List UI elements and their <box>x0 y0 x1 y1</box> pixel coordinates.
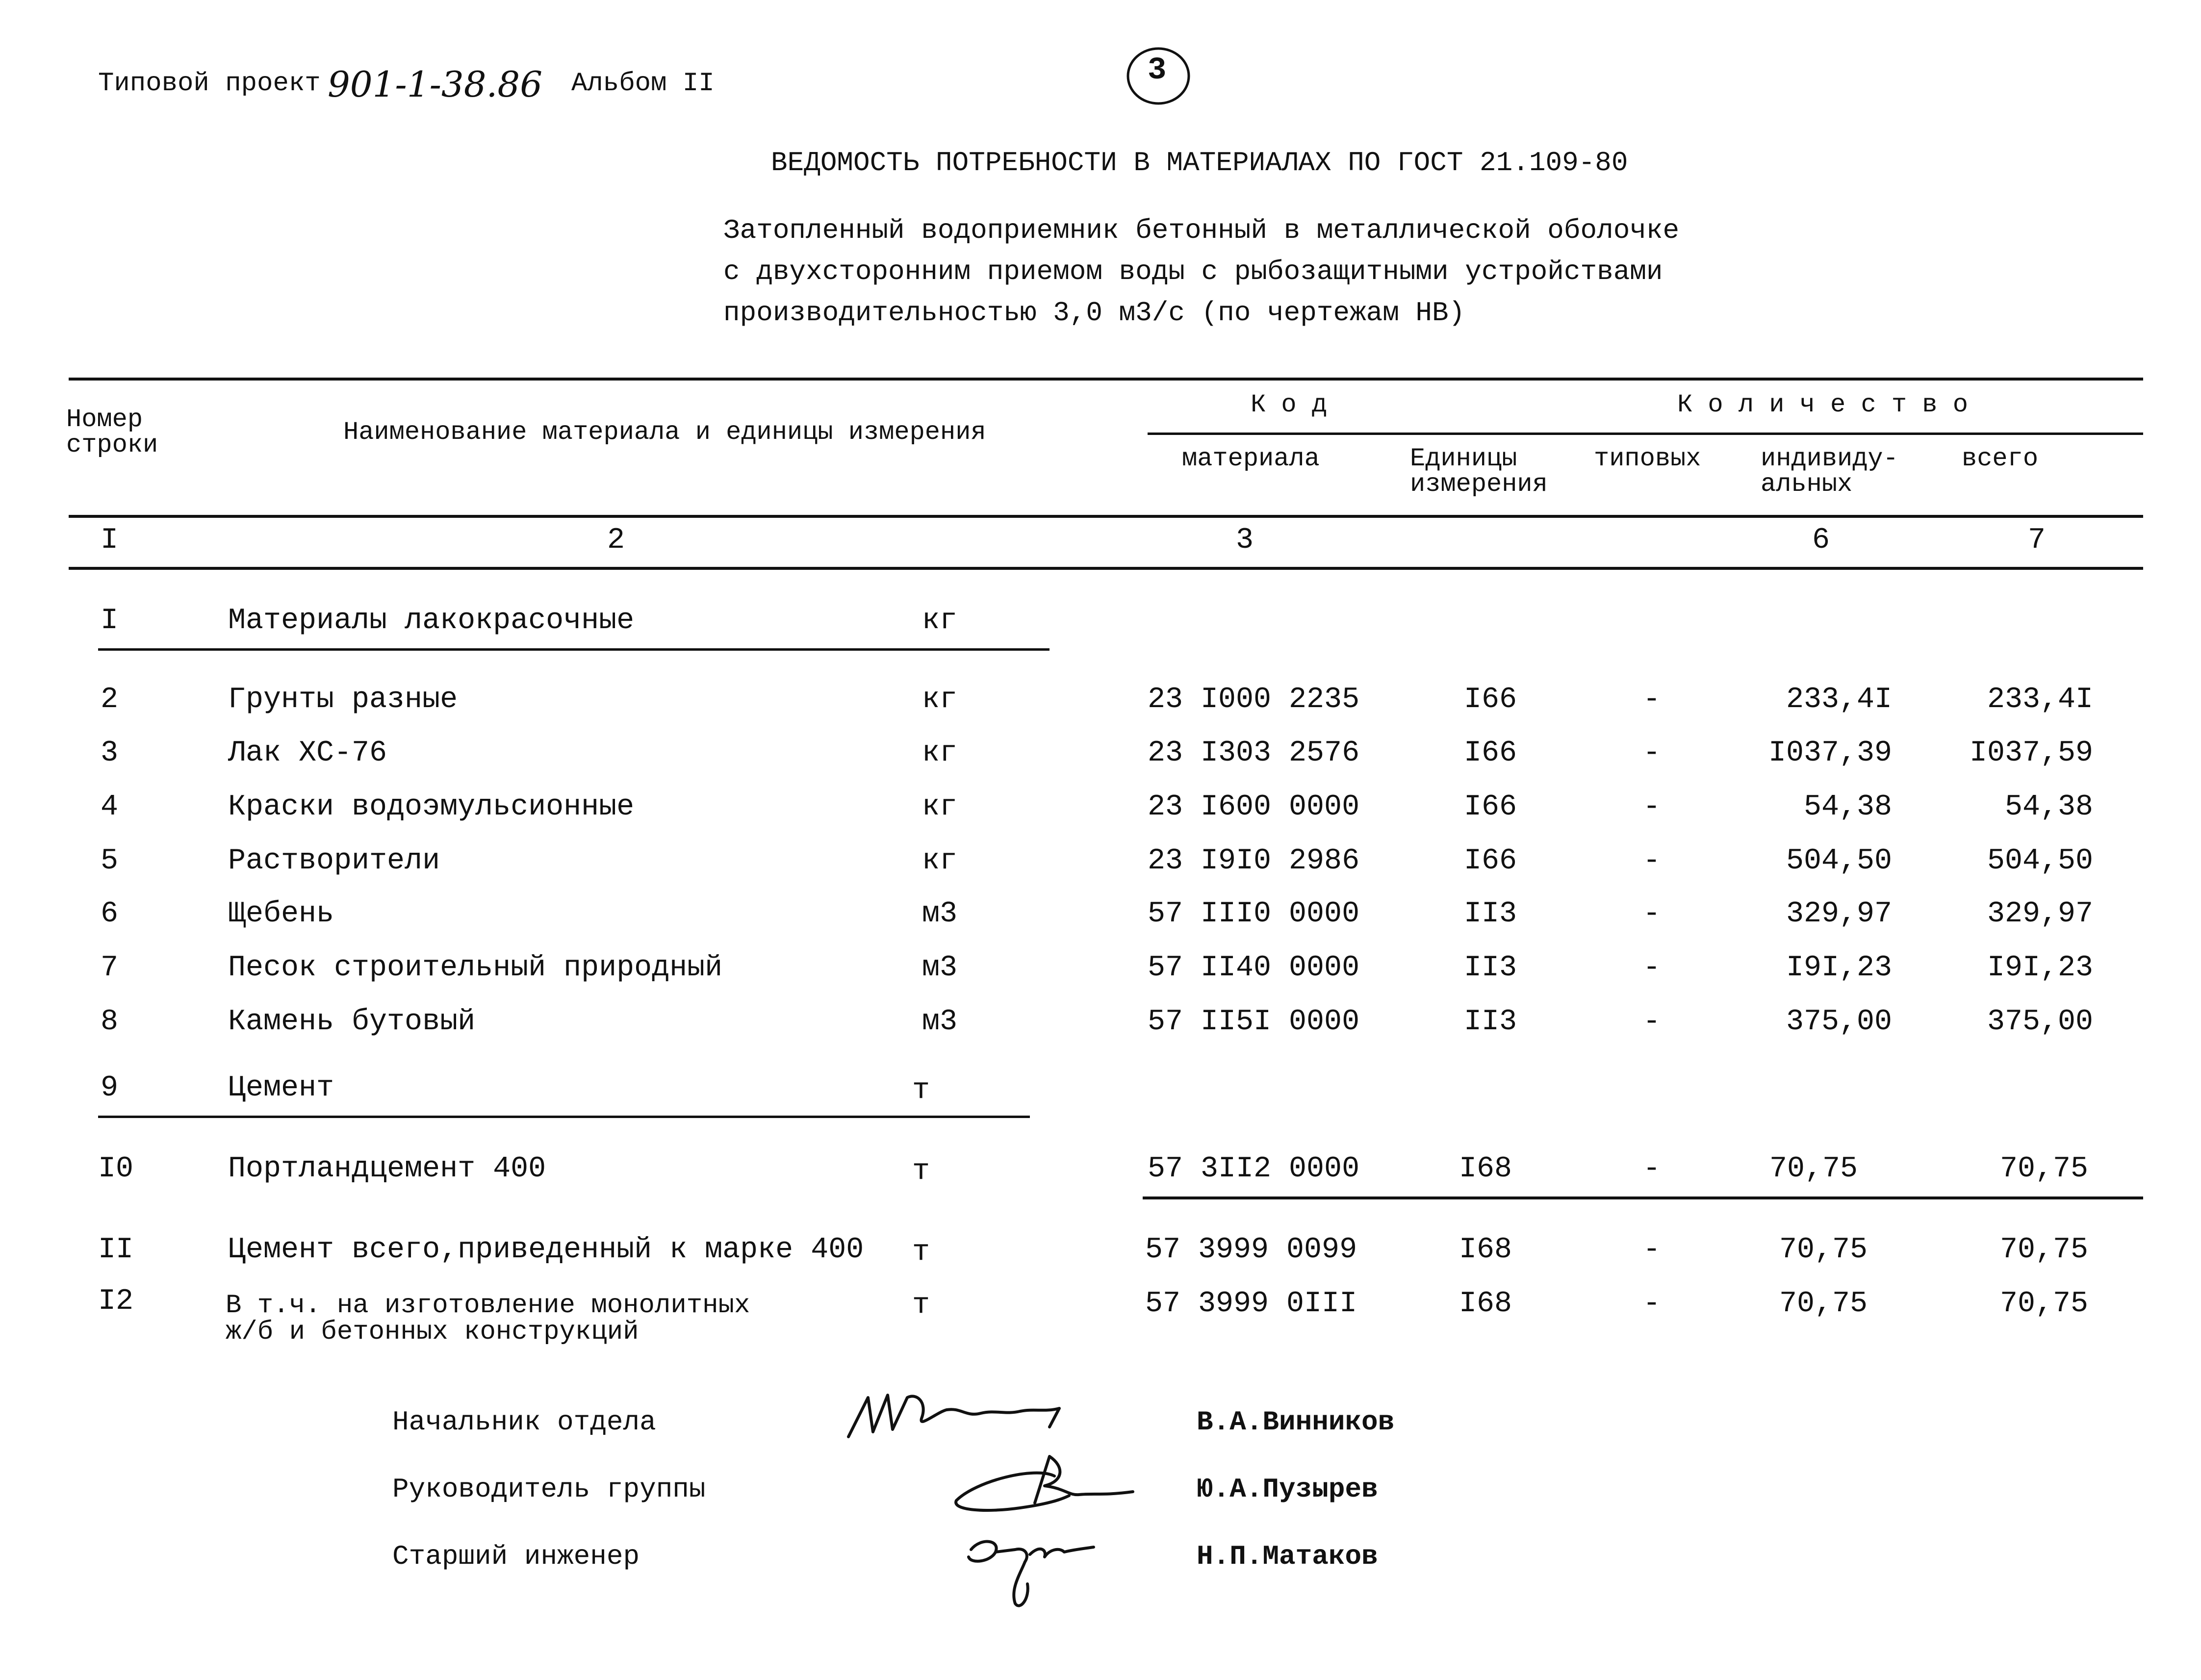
row-typical: - <box>1643 737 1661 770</box>
row-name: Цемент всего,приведенный к марке 400 <box>228 1233 864 1267</box>
row-name: В т.ч. на изготовление монолитных ж/б и бетонных конструкций <box>226 1291 750 1347</box>
row-units-code: II3 <box>1464 951 1517 985</box>
row-no: 6 <box>101 897 119 931</box>
row-individual: 504,50 <box>1786 844 1892 878</box>
row-total: 54,38 <box>2004 790 2093 824</box>
col-number-6: 6 <box>1812 524 1830 557</box>
subtitle-line-2: с двухсторонним приемом воды с рыбозащитными устройствами <box>723 256 1663 287</box>
col-number-2: 2 <box>607 524 625 557</box>
row-total: 233,4I <box>1987 683 2093 716</box>
row-unit: т <box>912 1074 930 1107</box>
header-kod: К о д <box>1251 390 1328 419</box>
header-individual: индивиду- альных <box>1761 444 1898 499</box>
table-top-rule <box>69 378 2143 381</box>
row-no: 9 <box>101 1071 119 1105</box>
row-no: 3 <box>101 737 119 770</box>
project-number: 901-1-38.86 <box>328 64 543 105</box>
row-typical: - <box>1643 683 1661 716</box>
row-typical: - <box>1643 897 1661 931</box>
row-individual: 233,4I <box>1786 683 1892 716</box>
row-unit: кг <box>922 737 958 770</box>
row-unit: м3 <box>922 951 958 985</box>
header-typical: типовых <box>1594 444 1701 473</box>
row-individual: I037,39 <box>1768 737 1892 770</box>
row-no: I <box>101 604 119 637</box>
row-no: 5 <box>101 844 119 878</box>
row-code: 57 II40 0000 <box>1148 951 1360 985</box>
row-no: 2 <box>101 683 119 716</box>
row-individual: 375,00 <box>1786 1005 1892 1039</box>
row-individual: 70,75 <box>1779 1233 1868 1267</box>
row-units-code: I68 <box>1459 1287 1512 1321</box>
row-code: 57 III0 0000 <box>1148 897 1360 931</box>
row-code: 57 3999 0099 <box>1145 1233 1357 1267</box>
row-unit: м3 <box>922 1005 958 1039</box>
row-name: Лак ХС-76 <box>228 737 387 770</box>
signature-role: Начальник отдела <box>392 1406 656 1438</box>
col-number-7: 7 <box>2028 524 2046 557</box>
row-name: Камень бутовый <box>228 1005 476 1039</box>
row-code: 23 I000 2235 <box>1148 683 1360 716</box>
row-name: Растворители <box>228 844 440 878</box>
row-unit: кг <box>922 790 958 824</box>
row-units-code: I66 <box>1464 737 1517 770</box>
handwritten-signature-1 <box>844 1383 1079 1447</box>
row-total: 329,97 <box>1987 897 2093 931</box>
row-unit: т <box>912 1236 930 1269</box>
signature-role: Руководитель группы <box>392 1474 706 1505</box>
colnum-bottom-rule <box>69 567 2143 570</box>
row-typical: - <box>1643 790 1661 824</box>
row-code: 57 3999 0III <box>1145 1287 1357 1321</box>
handwritten-signature-3 <box>961 1525 1108 1613</box>
row-total: 70,75 <box>1999 1152 2088 1186</box>
row-name: Грунты разные <box>228 683 458 716</box>
row-underline <box>98 1116 1030 1118</box>
row-no: II <box>98 1233 134 1267</box>
row-individual: 70,75 <box>1769 1152 1858 1186</box>
row-code: 23 I303 2576 <box>1148 737 1360 770</box>
header-units: Единицы измерения <box>1410 444 1548 499</box>
album-label: Альбом II <box>571 69 715 99</box>
row-no: 7 <box>101 951 119 985</box>
row-individual: 329,97 <box>1786 897 1892 931</box>
row-units-code: I66 <box>1464 683 1517 716</box>
page-number: 3 <box>1148 53 1167 88</box>
row-typical: - <box>1643 1287 1661 1321</box>
row-unit: кг <box>922 683 958 716</box>
row-units-code: I66 <box>1464 790 1517 824</box>
row-total: 70,75 <box>1999 1287 2088 1321</box>
page-title: ВЕДОМОСТЬ ПОТРЕБНОСТИ В МАТЕРИАЛАХ ПО ГОСТ 21.109-80 <box>771 147 1628 178</box>
row-unit: т <box>912 1289 930 1322</box>
col-number-3: 3 <box>1236 524 1254 557</box>
subtitle-line-1: Затопленный водоприемник бетонный в металлической оболочке <box>723 215 1680 246</box>
header-mid-rule <box>1148 433 2143 435</box>
signature-name: В.А.Винников <box>1197 1406 1395 1438</box>
header-row-no: Номер строки <box>66 405 158 459</box>
row-code: 57 II5I 0000 <box>1148 1005 1360 1039</box>
header-kolichestvo: К о л и ч е с т в о <box>1677 390 1968 419</box>
row-units-code: II3 <box>1464 1005 1517 1039</box>
row-unit: м3 <box>922 897 958 931</box>
row-no: I0 <box>98 1152 134 1186</box>
row-total: 504,50 <box>1987 844 2093 878</box>
row-name: Песок строительный природный <box>228 951 723 985</box>
subtitle-line-3: производительностью 3,0 м3/с (по чертежам НВ) <box>723 297 1465 329</box>
project-label: Типовой проект <box>98 69 321 99</box>
row-code: 23 I600 0000 <box>1148 790 1360 824</box>
row-name: Портландцемент 400 <box>228 1152 546 1186</box>
col-number-1: I <box>101 524 119 557</box>
row-total: I037,59 <box>1969 737 2093 770</box>
handwritten-signature-2 <box>947 1447 1152 1520</box>
row-units-code: II3 <box>1464 897 1517 931</box>
row-individual: 70,75 <box>1779 1287 1868 1321</box>
row-typical: - <box>1643 1152 1661 1186</box>
subtotal-rule <box>1143 1196 2143 1199</box>
row-units-code: I68 <box>1459 1152 1512 1186</box>
row-individual: I9I,23 <box>1786 951 1892 985</box>
row-typical: - <box>1643 1005 1661 1039</box>
header-material: материала <box>1182 444 1320 473</box>
row-name: Щебень <box>228 897 334 931</box>
row-no: I2 <box>98 1285 134 1318</box>
row-unit: кг <box>922 604 958 637</box>
header-bottom-rule <box>69 515 2143 518</box>
row-units-code: I68 <box>1459 1233 1512 1267</box>
row-typical: - <box>1643 1233 1661 1267</box>
row-no: 8 <box>101 1005 119 1039</box>
header-total: всего <box>1962 444 2039 473</box>
row-name: Краски водоэмульсионные <box>228 790 635 824</box>
row-typical: - <box>1643 844 1661 878</box>
row-no: 4 <box>101 790 119 824</box>
row-individual: 54,38 <box>1803 790 1892 824</box>
row-typical: - <box>1643 951 1661 985</box>
signature-role: Старший инженер <box>392 1541 640 1572</box>
header-name: Наименование материала и единицы измерения <box>343 418 986 447</box>
signature-name: Ю.А.Пузырев <box>1197 1474 1378 1505</box>
row-total: 375,00 <box>1987 1005 2093 1039</box>
row-unit: т <box>912 1155 930 1188</box>
row-underline <box>98 648 1049 651</box>
row-code: 57 3II2 0000 <box>1148 1152 1360 1186</box>
row-total: 70,75 <box>1999 1233 2088 1267</box>
signature-name: Н.П.Матаков <box>1197 1541 1378 1572</box>
row-total: I9I,23 <box>1987 951 2093 985</box>
row-name: Цемент <box>228 1071 334 1105</box>
row-unit: кг <box>922 844 958 878</box>
row-code: 23 I9I0 2986 <box>1148 844 1360 878</box>
row-name: Материалы лакокрасочные <box>228 604 635 637</box>
row-units-code: I66 <box>1464 844 1517 878</box>
